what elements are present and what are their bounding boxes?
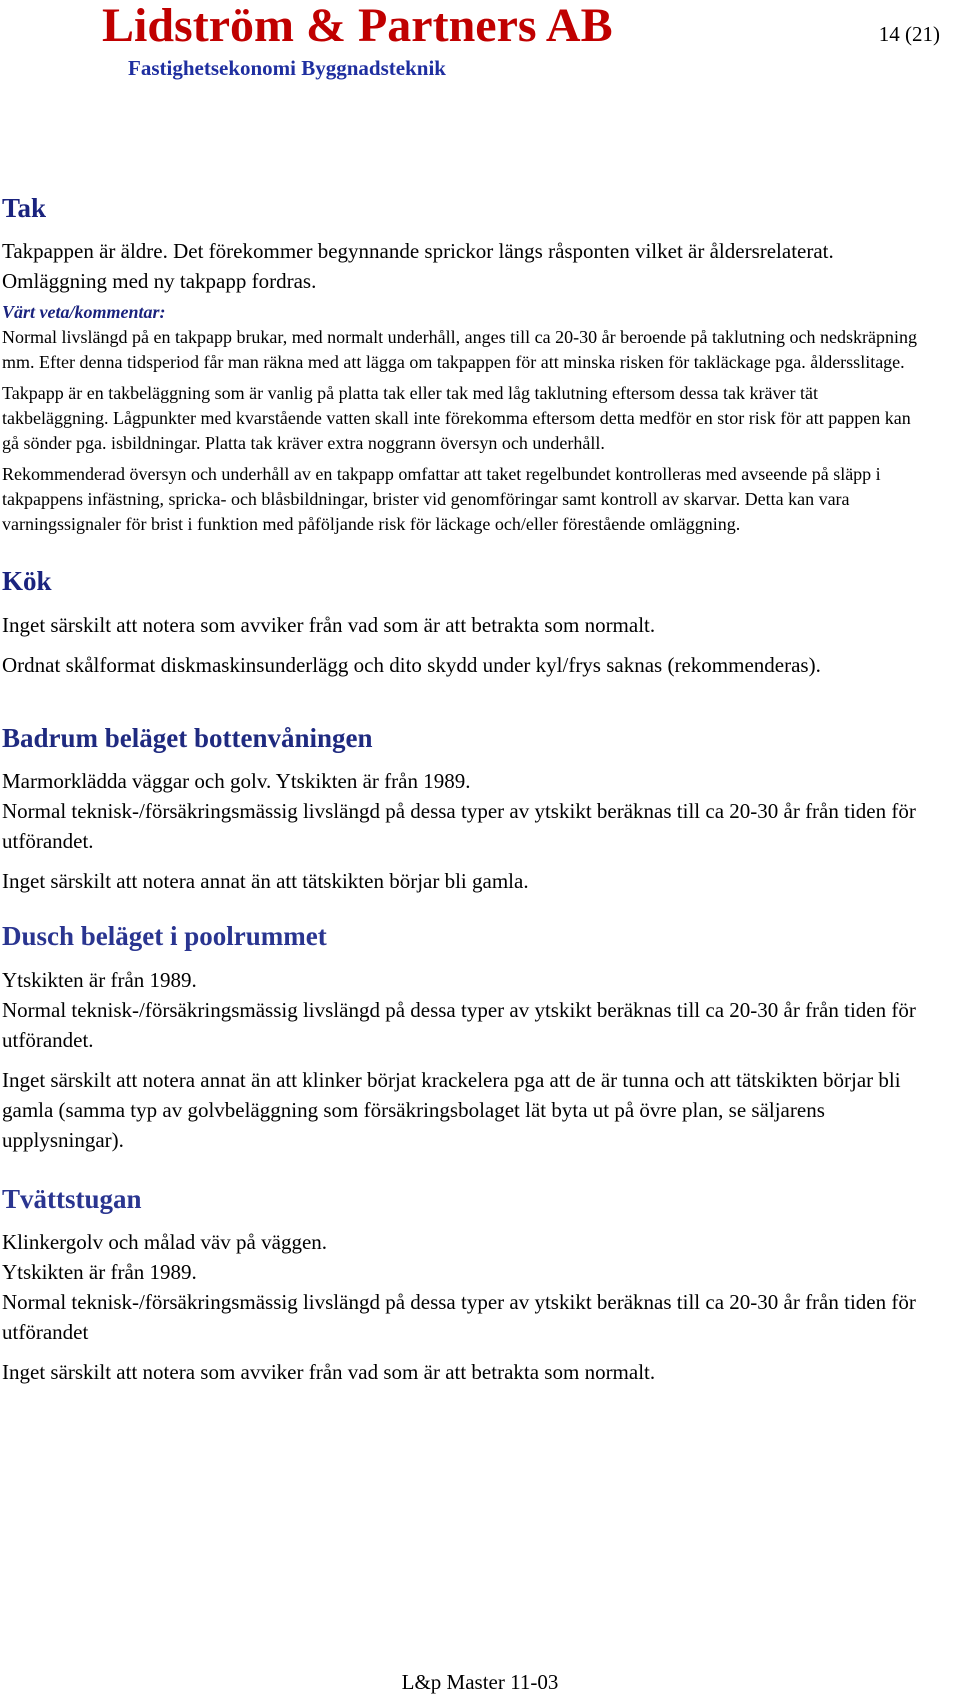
- tak-paragraph-1: Takpappen är äldre. Det förekommer begynnande sprickor längs råsponten vilket är åldersrelaterat. Omläggning med ny takpapp fordras.: [2, 239, 834, 294]
- kok-paragraph-1: Inget särskilt att notera som avviker från vad som är att betrakta som normalt.: [2, 612, 656, 637]
- tvatt-line-1: Klinkergolv och målad väv på väggen.: [2, 1229, 328, 1254]
- document-body: [2, 192, 922, 1387]
- section-dusch: [2, 920, 922, 1154]
- kok-paragraph-2: Ordnat skålformat diskmaskinsunderlägg och dito skydd under kyl/frys saknas (rekommenderas).: [2, 652, 821, 677]
- dusch-paragraph-2: Inget särskilt att notera annat än att klinker börjat krackelera pga att de är tunna och att tätskikten börjar bli gamla (samma typ av golvbeläggning som försäkringsbolaget lät byta ut på övre plan, se säljarens upplysningar).: [2, 1067, 901, 1152]
- tak-paragraph-3: Takpapp är en takbeläggning som är vanlig på platta tak eller tak med låg taklutning eftersom dessa tak kräver tät takbeläggning. Lågpunkter med kvarstående vatten skall inte förekomma eftersom detta medför en stor risk för att pappen kan gå sönder pga. isbildningar. Platta tak kräver extra noggrann översyn och underhåll.: [2, 383, 911, 454]
- section-tvattstuga: [2, 1183, 922, 1387]
- section-badrum: [2, 722, 922, 896]
- tak-paragraph-2: Normal livslängd på en takpapp brukar, med normalt underhåll, anges till ca 20-30 år beroende på taklutning och nedskräpning mm. Efter denna tidsperiod får man räkna med att lägga om takpappen för att minska risken för takläckage pga. åldersslitage.: [2, 327, 918, 373]
- section-kok: [2, 565, 922, 679]
- tvatt-paragraph-2: Inget särskilt att notera som avviker från vad som är att betrakta som normalt.: [2, 1359, 656, 1384]
- section-tak: [2, 192, 922, 537]
- tak-paragraph-4: Rekommenderad översyn och underhåll av en takpapp omfattar att taket regelbundet kontrolleras med avseende på släpp i takpappens infästning, spricka- och blåsbildningar, brister vid genomföringar samt kontroll av skarvar. Detta kan vara varningssignaler för brist i funktion med påföljande risk för läckage och/eller förestående omläggning.: [2, 464, 881, 535]
- page-footer: L&p Master 11-03: [401, 1670, 559, 1694]
- badrum-line-1: Marmorklädda väggar och golv. Ytskikten är från 1989.: [2, 769, 471, 794]
- tak-note-label: Värt veta/kommentar:: [2, 302, 166, 323]
- section-heading-tvattstuga: Tvättstugan: [2, 1183, 142, 1214]
- section-heading-dusch: Dusch beläget i poolrummet: [2, 921, 327, 952]
- page-number: 14 (21): [878, 22, 940, 46]
- tvatt-line-2: Ytskikten är från 1989.: [2, 1259, 197, 1284]
- dusch-line-1: Ytskikten är från 1989.: [2, 967, 197, 992]
- tvatt-line-3: Normal teknisk-/försäkringsmässig livslängd på dessa typer av ytskikt beräknas till ca 20-30 år från tiden för utförandet: [2, 1289, 916, 1344]
- section-heading-badrum: Badrum beläget bottenvåningen: [2, 722, 373, 753]
- badrum-paragraph-2: Inget särskilt att notera annat än att tätskikten börjar bli gamla.: [2, 869, 529, 894]
- company-subtitle: Fastighetsekonomi Byggnadsteknik: [128, 56, 446, 80]
- section-heading-kok: Kök: [2, 566, 52, 597]
- badrum-line-2: Normal teknisk-/försäkringsmässig livslängd på dessa typer av ytskikt beräknas till ca 20-30 år från tiden för utförandet.: [2, 799, 916, 854]
- section-heading-tak: Tak: [2, 193, 47, 223]
- dusch-line-2: Normal teknisk-/försäkringsmässig livslängd på dessa typer av ytskikt beräknas till ca 20-30 år från tiden för utförandet.: [2, 997, 916, 1052]
- company-name: Lidström & Partners AB: [102, 0, 613, 52]
